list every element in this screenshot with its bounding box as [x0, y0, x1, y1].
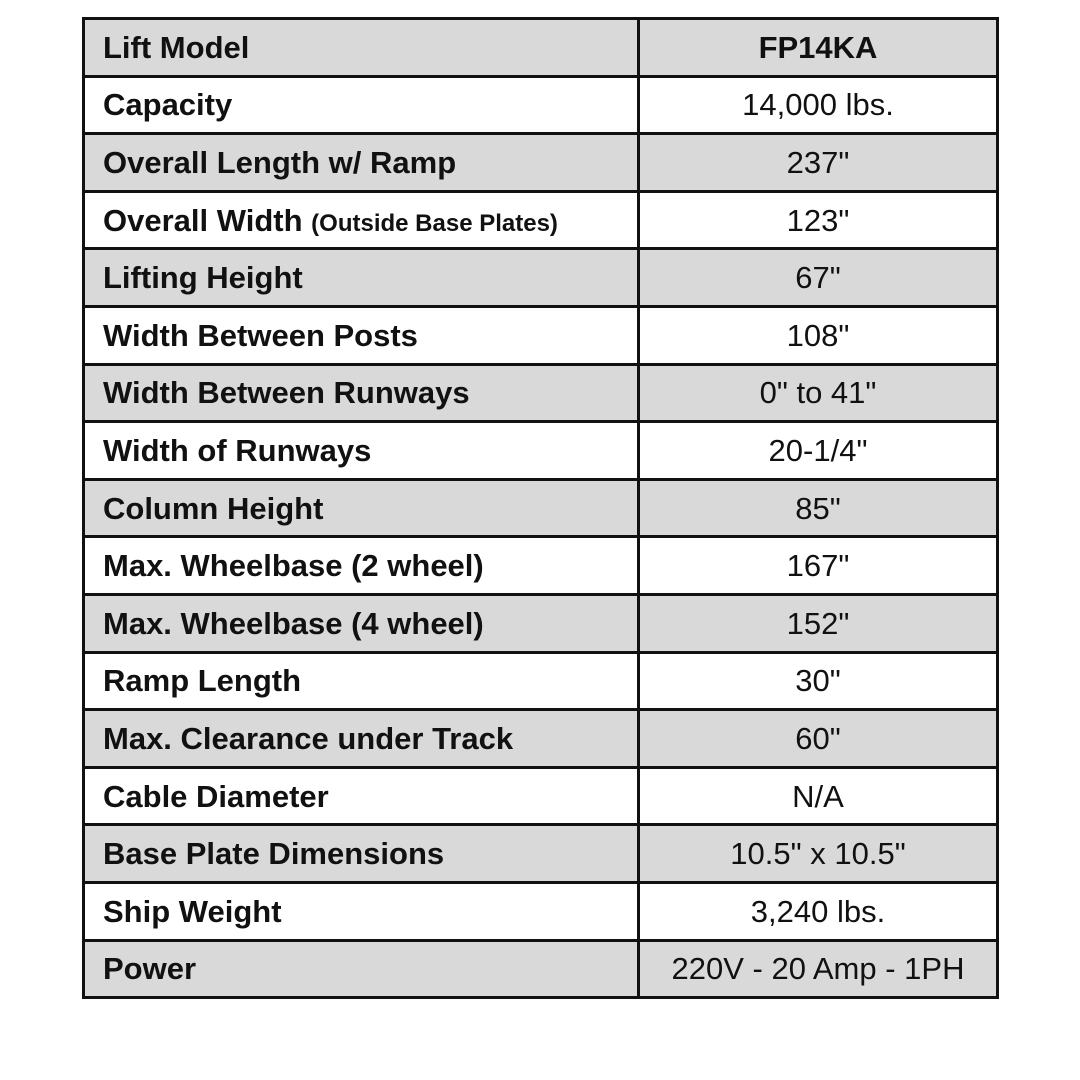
- spec-label: Max. Wheelbase (2 wheel): [103, 548, 484, 584]
- spec-label-cell: [84, 364, 639, 422]
- spec-row: [84, 940, 998, 998]
- spec-label: Max. Wheelbase (4 wheel): [103, 605, 484, 641]
- spec-label: Overall Width: [103, 202, 303, 238]
- spec-label-cell: [84, 537, 639, 595]
- spec-row: [84, 652, 998, 710]
- spec-row: [84, 249, 998, 307]
- spec-value: 3,240 lbs.: [639, 882, 998, 940]
- spec-row: [84, 364, 998, 422]
- spec-value: 10.5" x 10.5": [639, 825, 998, 883]
- spec-value: 30": [639, 652, 998, 710]
- spec-label-cell: [84, 422, 639, 480]
- spec-header-row: [84, 19, 998, 77]
- spec-value: 152": [639, 594, 998, 652]
- spec-label: Width Between Runways: [103, 375, 470, 411]
- spec-value: 85": [639, 479, 998, 537]
- spec-label: Power: [103, 951, 197, 987]
- spec-value: 237": [639, 134, 998, 192]
- spec-value: 67": [639, 249, 998, 307]
- spec-label-cell: [84, 652, 639, 710]
- spec-value: 108": [639, 306, 998, 364]
- spec-row: [84, 134, 998, 192]
- spec-label-cell: [84, 76, 639, 134]
- spec-label: Capacity: [103, 87, 233, 123]
- spec-label-cell: [84, 767, 639, 825]
- spec-label-cell: [84, 940, 639, 998]
- spec-table-body: [84, 19, 998, 998]
- spec-row: [84, 767, 998, 825]
- spec-row: [84, 594, 998, 652]
- spec-row: [84, 537, 998, 595]
- spec-value: 14,000 lbs.: [639, 76, 998, 134]
- spec-value: N/A: [639, 767, 998, 825]
- lift-model-value: FP14KA: [639, 19, 998, 77]
- spec-row: [84, 422, 998, 480]
- spec-label: Lifting Height: [103, 260, 303, 296]
- spec-row: [84, 306, 998, 364]
- spec-label: Column Height: [103, 490, 324, 526]
- spec-row: [84, 191, 998, 249]
- spec-label: Ramp Length: [103, 663, 302, 699]
- spec-row: [84, 76, 998, 134]
- spec-label-cell: [84, 134, 639, 192]
- spec-row: [84, 825, 998, 883]
- spec-label: Max. Clearance under Track: [103, 720, 514, 756]
- spec-label-cell: [84, 249, 639, 307]
- spec-label-note: (Outside Base Plates): [311, 209, 558, 237]
- spec-label-cell: [84, 191, 639, 249]
- spec-label: Cable Diameter: [103, 778, 329, 814]
- spec-value: 0" to 41": [639, 364, 998, 422]
- spec-row: [84, 479, 998, 537]
- spec-label-cell: [84, 825, 639, 883]
- lift-spec-table: [82, 17, 999, 999]
- spec-label: Overall Length w/ Ramp: [103, 144, 457, 180]
- spec-label-cell: [84, 594, 639, 652]
- spec-value: 123": [639, 191, 998, 249]
- spec-label: Width of Runways: [103, 432, 372, 468]
- spec-row: [84, 710, 998, 768]
- spec-label: Base Plate Dimensions: [103, 836, 445, 872]
- spec-label-cell: [84, 710, 639, 768]
- spec-label-cell: [84, 479, 639, 537]
- spec-value: 167": [639, 537, 998, 595]
- spec-label: Ship Weight: [103, 893, 282, 929]
- spec-value: 220V - 20 Amp - 1PH: [639, 940, 998, 998]
- spec-value: 20-1/4": [639, 422, 998, 480]
- lift-model-label: Lift Model: [84, 19, 639, 77]
- spec-label-cell: [84, 306, 639, 364]
- spec-row: [84, 882, 998, 940]
- spec-label: Width Between Posts: [103, 317, 418, 353]
- spec-label-cell: [84, 882, 639, 940]
- spec-value: 60": [639, 710, 998, 768]
